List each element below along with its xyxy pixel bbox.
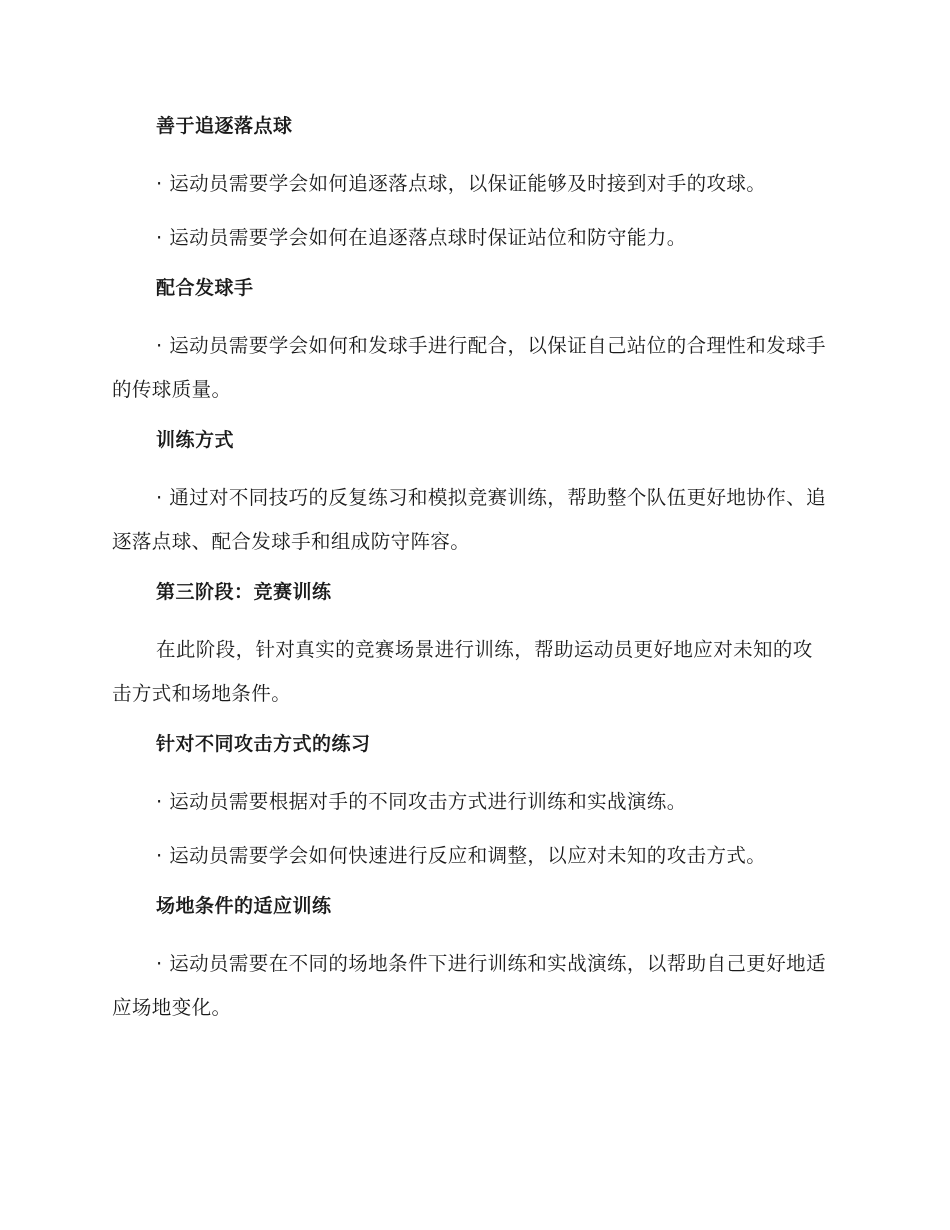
bullet-paragraph: · 运动员需要学会如何追逐落点球，以保证能够及时接到对手的攻球。	[156, 172, 767, 195]
section-heading-venue: 场地条件的适应训练	[156, 895, 332, 917]
bullet-paragraph: · 运动员需要学会如何和发球手进行配合，以保证自己站位的合理性和发球手的传球质量。	[112, 334, 826, 401]
bullet-paragraph: · 通过对不同技巧的反复练习和模拟竞赛训练，帮助整个队伍更好地协作、追逐落点球、配合发球手和组成防守阵容。	[112, 486, 826, 553]
section-heading-attack-practice: 针对不同攻击方式的练习	[156, 733, 371, 755]
section-heading-stage-three: 第三阶段：竞赛训练	[156, 581, 332, 603]
bullet-paragraph: · 运动员需要在不同的场地条件下进行训练和实战演练，以帮助自己更好地适应场地变化。	[112, 952, 826, 1019]
bullet-paragraph: · 运动员需要学会如何在追逐落点球时保证站位和防守能力。	[156, 226, 687, 249]
section-heading-chase: 善于追逐落点球	[156, 115, 293, 137]
bullet-paragraph: · 运动员需要学会如何快速进行反应和调整，以应对未知的攻击方式。	[156, 844, 767, 867]
bullet-paragraph: · 运动员需要根据对手的不同攻击方式进行训练和实战演练。	[156, 790, 687, 813]
document-page	[112, 108, 830, 1040]
section-heading-setter: 配合发球手	[156, 277, 254, 299]
section-heading-method: 训练方式	[156, 429, 235, 451]
body-paragraph: 在此阶段，针对真实的竞赛场景进行训练，帮助运动员更好地应对未知的攻击方式和场地条件。	[112, 638, 813, 705]
